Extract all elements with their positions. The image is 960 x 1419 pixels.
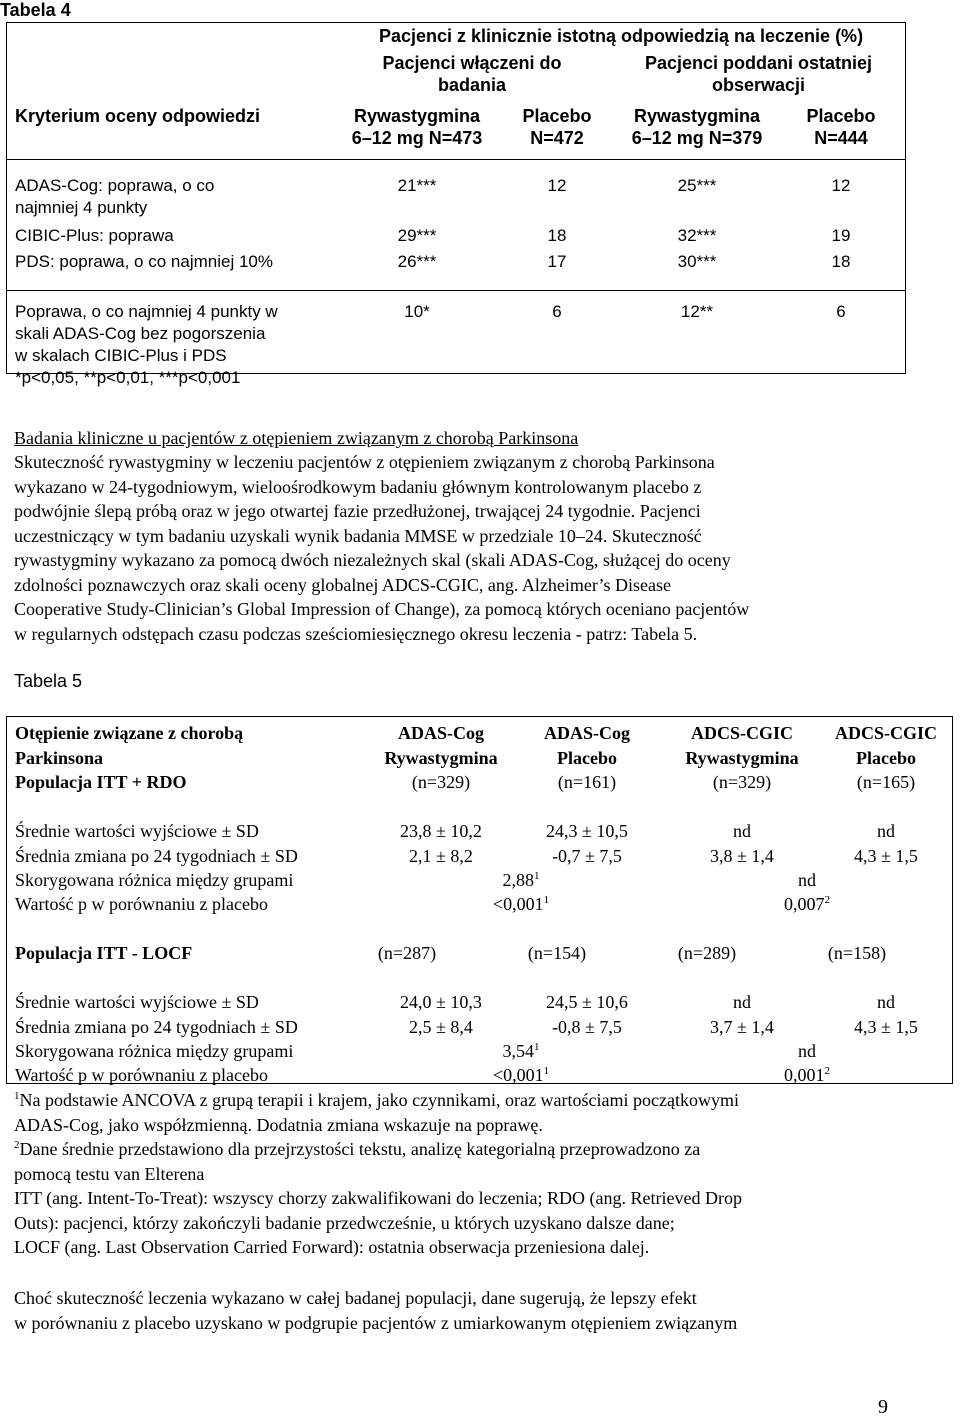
table5-cell: 24,5 ± 10,6 [546, 992, 628, 1012]
table5-cell: nd [733, 821, 751, 841]
table5-cell: -0,8 ± 7,5 [552, 1017, 622, 1037]
table5-title: Tabela 5 [14, 671, 83, 691]
table4-row-label: ADAS-Cog: poprawa, o co najmniej 4 punkty [15, 176, 215, 217]
table5-cell: nd [798, 1041, 816, 1061]
table4-cell: 12 [547, 176, 567, 195]
table5-cell: 3,7 ± 1,4 [710, 1017, 774, 1037]
table5-cell: 0,007$^2$ [784, 894, 830, 914]
table5-cell: 4,3 ± 1,5 [854, 846, 918, 866]
table5-row-label: Średnie wartości wyjściowe ± SD [15, 821, 259, 841]
section-heading: Badania kliniczne u pacjentów z otępieniem związanym z chorobą Parkinsona [14, 428, 579, 448]
table5-cell: (n=289) [677, 943, 737, 963]
table5-label-header: Otępienie związane z chorobą Parkinsona [15, 723, 244, 768]
table5-cell: 23,8 ± 10,2 [400, 821, 482, 841]
table4-cell: 6 [552, 302, 562, 321]
closing-paragraph: Choć skuteczność leczenia wykazano w całej badanej populacji, dane sugerują, że lepszy efekt w porównaniu z placebo uzyskano w podgrupie pacjentów z umiarkowanym otępieniem związanym [14, 1288, 738, 1333]
table4-cell: 10* [404, 302, 430, 321]
page-number: 9 [878, 1396, 888, 1418]
table5-cell: nd [877, 821, 895, 841]
table5-row-label: Skorygowana różnica między grupami [15, 870, 294, 890]
table4-col3-header: Rywastygmina 6–12 mg N=379 [631, 106, 763, 148]
table4-col1-header: Rywastygmina 6–12 mg N=473 [351, 106, 483, 148]
table5-cell: 4,3 ± 1,5 [854, 1017, 918, 1037]
table5-cell: (n=329) [712, 772, 772, 792]
table5-col4-header: ADCS-CGIC Placebo [834, 723, 937, 768]
table4-cell: 18 [831, 252, 851, 271]
table5-cell: nd [877, 992, 895, 1012]
table5-notes: $^1$Na podstawie ANCOVA z grupą terapii i krajem, jako czynnikami, oraz wartościami początkowymi ADAS-Cog, jako współzmienną. Dodatnia zmiana wskazuje na poprawę. $^2$Dane średnie przedstawiono dla przejrzystości tekstu, analizę kategorialną przeprowadzono za pomocą testu van Elterena ITT (ang. Intent-To-Treat): wszyscy chorzy zakwalifikowani do leczenia; RDO (ang. Retrieved Drop Outs): pacjenci, którzy zakończyli badanie przedwcześnie, u których uzyskano dalsze dane; LOCF (ang. Last Observation Carried Forward): ostatnia obserwacja przeniesiona dalej. [14, 1090, 742, 1257]
section-paragraph: Skuteczność rywastygminy w leczeniu pacjentów z otępieniem związanym z chorobą Parkinsona wykazano w 24-tygodniowym, wieloośrodkowym badaniu głównym kontrolowanym placebo z podwójnie ślepą próbą oraz w jego otwartej fazie przedłużonej, trwającej 24 tygodnie. Pacjenci uczestniczący w tym badaniu uzyskali wynik badania MMSE w przedziale 10–24. Skuteczność rywastygminy wykazano za pomocą dwóch niezależnych skal (skali ADAS-Cog, służącej do oceny zdolności poznawczych oraz skali oceny globalnej ADCS-CGIC, ang. Alzheimer’s Disease Cooperative Study-Clinician’s Global Impression of Change), za pomocą których oceniano pacjentów w regularnych odstępach czasu podczas sześciomiesięcznego okresu leczenia - patrz: Tabela 5. [14, 452, 750, 644]
table5-cell: nd [798, 870, 816, 890]
table5-row-label: Średnie wartości wyjściowe ± SD [15, 992, 259, 1012]
table4 [6, 22, 906, 387]
table5-cell: $<0,001^1$ [492, 894, 550, 914]
table4-criterion-header: Kryterium oceny odpowiedzi [15, 106, 261, 126]
table4-row-label: PDS: poprawa, o co najmniej 10% [15, 252, 273, 271]
table5-row-label: Średnia zmiana po 24 tygodniach ± SD [15, 846, 298, 866]
table4-row-label: Poprawa, o co najmniej 4 punkty w skali ADAS-Cog bez pogorszenia w skalach CIBIC-Plus i PDS [15, 302, 278, 365]
table5-cell: 2,88$^1$ [502, 870, 540, 890]
table4-cell: 12 [831, 176, 851, 195]
table5-cell: 24,0 ± 10,3 [400, 992, 482, 1012]
table4-cell: 19 [831, 226, 851, 245]
table4-cell: 21*** [397, 176, 437, 195]
table5-cell: (n=287) [377, 943, 437, 963]
table4-footnote: *p<0,05, **p<0,01, ***p<0,001 [15, 368, 241, 387]
table4-cell: 26*** [397, 252, 437, 271]
table5-cell: 2,1 ± 8,2 [409, 846, 473, 866]
table5-cell: 0,001$^2$ [784, 1065, 830, 1085]
table4-cell: 12** [680, 302, 714, 321]
table5-cell: 2,5 ± 8,4 [409, 1017, 473, 1037]
table4-row-label: CIBIC-Plus: poprawa [15, 226, 174, 245]
table5-block-title: Populacja ITT + RDO [15, 772, 187, 792]
table5-cell: 3,54$^1$ [502, 1041, 540, 1061]
table4-cell: 29*** [397, 226, 437, 245]
table4-cell: 6 [836, 302, 846, 321]
table5-cell: 24,3 ± 10,5 [546, 821, 628, 841]
table4-cell: 17 [547, 252, 567, 271]
table4-cell: 30*** [677, 252, 717, 271]
table4-col4-header: Placebo N=444 [806, 106, 876, 148]
table5-cell: -0,7 ± 7,5 [552, 846, 622, 866]
table5-cell: (n=329) [411, 772, 471, 792]
table5-cell: (n=158) [827, 943, 887, 963]
table5-cell: (n=161) [557, 772, 617, 792]
table5-row-label: Skorygowana różnica między grupami [15, 1041, 294, 1061]
table5-cell: (n=154) [527, 943, 587, 963]
table5-col3-header: ADCS-CGIC Rywastygmina [685, 723, 799, 768]
table4-col2-header: Placebo N=472 [522, 106, 592, 148]
table5-row-label: Wartość p w porównaniu z placebo [15, 1065, 268, 1085]
table4-group-observed: Pacjenci poddani ostatniej obserwacji [644, 53, 873, 95]
table5-cell: (n=165) [856, 772, 916, 792]
table5-row-label: Średnia zmiana po 24 tygodniach ± SD [15, 1017, 298, 1037]
table5-cell: $<0,001^1$ [492, 1065, 550, 1085]
table4-group-header: Pacjenci z klinicznie istotną odpowiedzią na leczenie (%) [378, 26, 864, 46]
table5-block-title: Populacja ITT - LOCF [15, 943, 193, 963]
table5 [6, 716, 953, 1084]
table5-col2-header: ADAS-Cog Placebo [543, 723, 630, 768]
table4-group-enrolled: Pacjenci włączeni do badania [382, 53, 562, 95]
table5-cell: 3,8 ± 1,4 [710, 846, 774, 866]
table4-cell: 32*** [677, 226, 717, 245]
table5-row-label: Wartość p w porównaniu z placebo [15, 894, 268, 914]
table5-col1-header: ADAS-Cog Rywastygmina [384, 723, 498, 768]
table4-cell: 25*** [677, 176, 717, 195]
table5-cell: nd [733, 992, 751, 1012]
table4-title: Tabela 4 [0, 0, 71, 20]
table4-cell: 18 [547, 226, 567, 245]
